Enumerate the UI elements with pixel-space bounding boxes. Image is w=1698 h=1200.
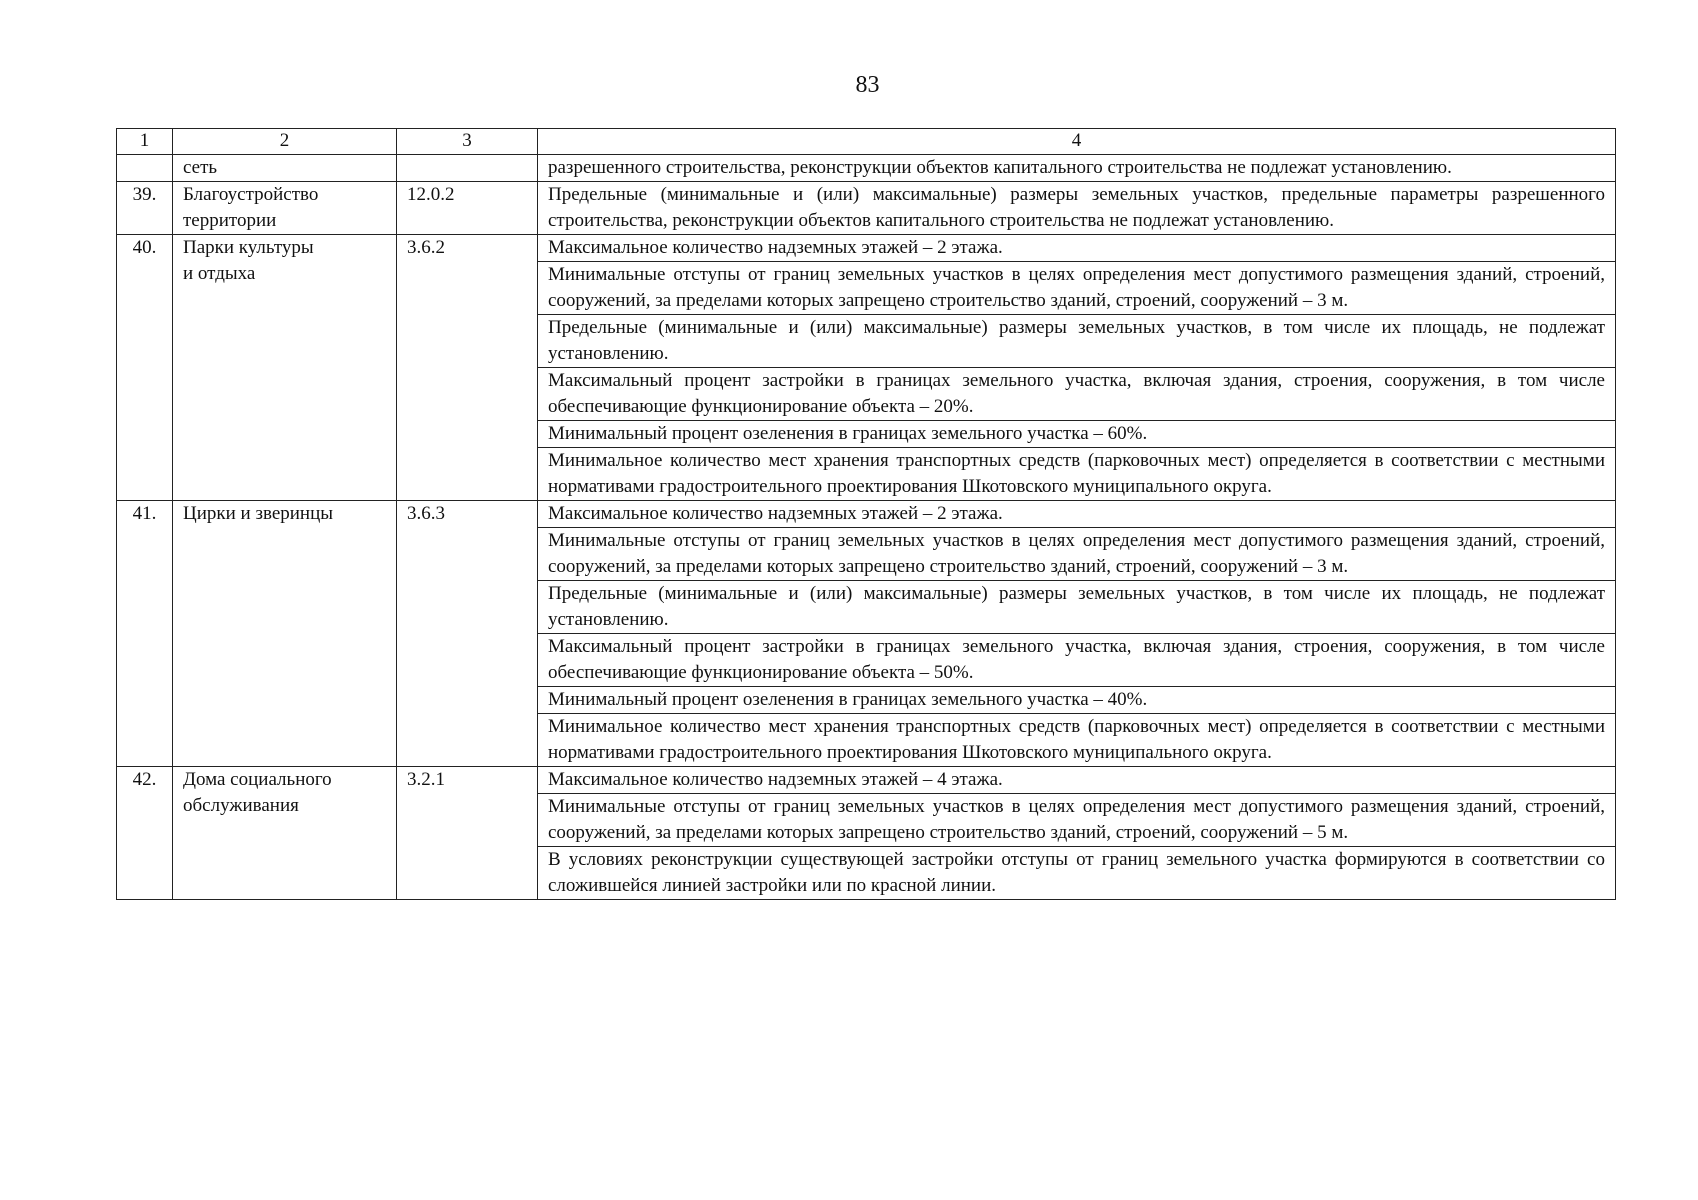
- row-item: Минимальные отступы от границ земельных участков в целях определения мест допустимого размещения зданий, строений, сооружений, за пределами которых запрещено строительство зданий, строений, сооружений – 3 м.: [538, 528, 1616, 581]
- row-item: разрешенного строительства, реконструкции объектов капитального строительства не подлежат установлению.: [538, 155, 1616, 182]
- table-header-row: [117, 129, 1616, 155]
- row-code: 12.0.2: [397, 182, 538, 235]
- row-code: [397, 155, 538, 182]
- row-item: Минимальные отступы от границ земельных участков в целях определения мест допустимого размещения зданий, строений, сооружений, за пределами которых запрещено строительство зданий, строений, сооружений – 3 м.: [538, 262, 1616, 315]
- row-code: 3.2.1: [397, 767, 538, 900]
- row-name-line: Цирки и зверинцы: [183, 503, 334, 524]
- row-item: Минимальный процент озеленения в границах земельного участка – 60%.: [538, 421, 1616, 448]
- row-name: [173, 235, 397, 501]
- row-name: [173, 767, 397, 900]
- row-number: 41.: [117, 501, 173, 767]
- row-name-line: Парки культуры: [183, 237, 314, 258]
- row-name-line: обслуживания: [183, 795, 299, 816]
- row-name-line: и отдыха: [183, 263, 256, 284]
- row-number: 40.: [117, 235, 173, 501]
- row-item: Максимальное количество надземных этажей – 2 этажа.: [538, 501, 1616, 528]
- row-code: 3.6.3: [397, 501, 538, 767]
- header-col-4: 4: [538, 129, 1616, 155]
- header-col-3: 3: [397, 129, 538, 155]
- row-item: Максимальный процент застройки в границах земельного участка, включая здания, строения, сооружения, в том числе обеспечивающие функционирование объекта – 20%.: [538, 368, 1616, 421]
- row-item: Минимальный процент озеленения в границах земельного участка – 40%.: [538, 687, 1616, 714]
- row-item: Максимальный процент застройки в границах земельного участка, включая здания, строения, сооружения, в том числе обеспечивающие функционирование объекта – 50%.: [538, 634, 1616, 687]
- row-item: Предельные (минимальные и (или) максимальные) размеры земельных участков, в том числе их площадь, не подлежат установлению.: [538, 581, 1616, 634]
- row-number: [117, 155, 173, 182]
- table-row: [117, 182, 1616, 235]
- row-name: [173, 182, 397, 235]
- header-col-1: 1: [117, 129, 173, 155]
- row-item: Максимальное количество надземных этажей – 4 этажа.: [538, 767, 1616, 794]
- row-name-line: Благоустройство: [183, 184, 319, 205]
- row-code: 3.6.2: [397, 235, 538, 501]
- table-row: [117, 501, 1616, 528]
- table-row: [117, 767, 1616, 794]
- row-name: сеть: [173, 155, 397, 182]
- row-item: Максимальное количество надземных этажей – 2 этажа.: [538, 235, 1616, 262]
- row-item: В условиях реконструкции существующей застройки отступы от границ земельного участка формируются в соответствии со сложившейся линией застройки или по красной линии.: [538, 847, 1616, 900]
- continuation-row: [117, 155, 1616, 182]
- row-name-line: территории: [183, 210, 277, 231]
- page-number: 83: [855, 72, 880, 98]
- row-item: Предельные (минимальные и (или) максимальные) размеры земельных участков, предельные параметры разрешенного строительства, реконструкции объектов капитального строительства не подлежат установлению.: [538, 182, 1616, 235]
- row-name: [173, 501, 397, 767]
- row-item: Минимальные отступы от границ земельных участков в целях определения мест допустимого размещения зданий, строений, сооружений, за пределами которых запрещено строительство зданий, строений, сооружений – 5 м.: [538, 794, 1616, 847]
- header-col-2: 2: [173, 129, 397, 155]
- regulations-table: [116, 128, 1616, 900]
- row-number: 39.: [117, 182, 173, 235]
- row-name-line: Дома социального: [183, 769, 332, 790]
- row-item: Минимальное количество мест хранения транспортных средств (парковочных мест) определяется в соответствии с местными нормативами градостроительного проектирования Шкотовского муниципального округа.: [538, 448, 1616, 501]
- row-item: Предельные (минимальные и (или) максимальные) размеры земельных участков, в том числе их площадь, не подлежат установлению.: [538, 315, 1616, 368]
- row-item: Минимальное количество мест хранения транспортных средств (парковочных мест) определяется в соответствии с местными нормативами градостроительного проектирования Шкотовского муниципального округа.: [538, 714, 1616, 767]
- table-row: [117, 235, 1616, 262]
- row-number: 42.: [117, 767, 173, 900]
